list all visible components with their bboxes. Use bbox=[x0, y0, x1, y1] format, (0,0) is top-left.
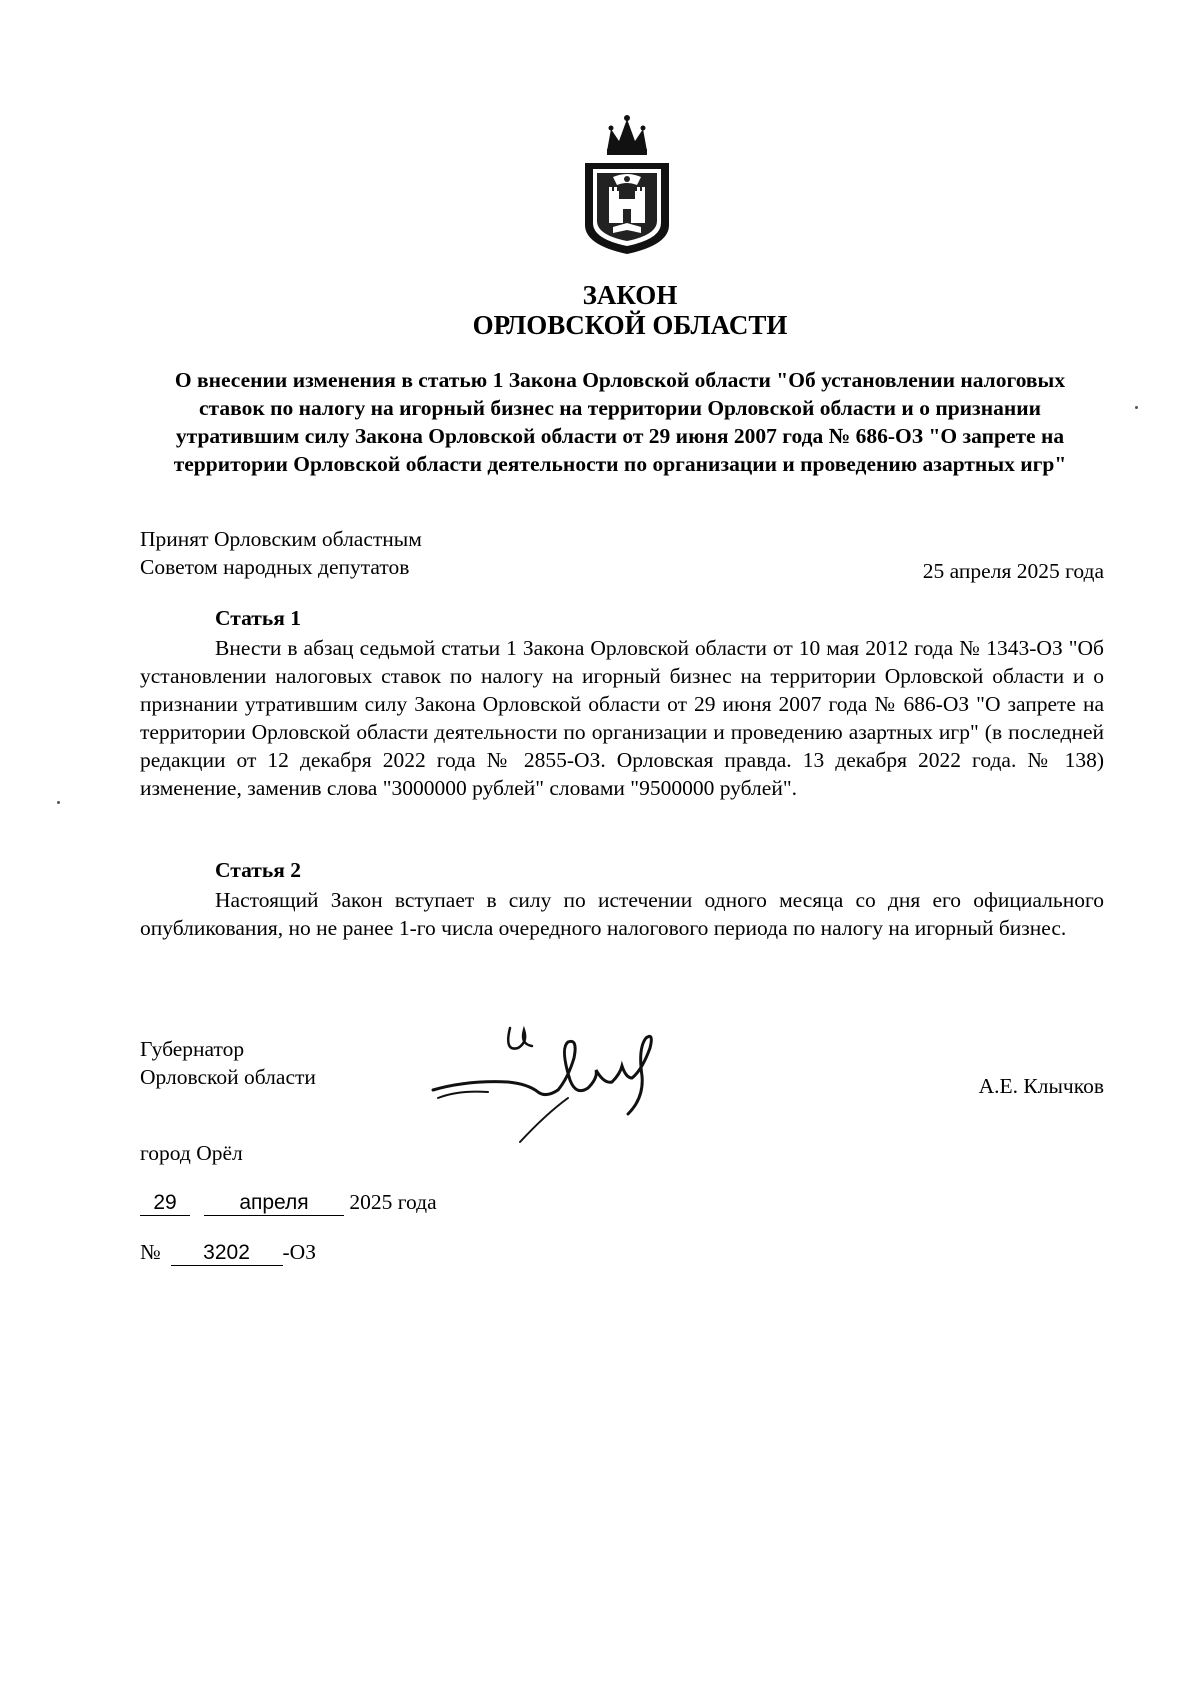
law-number-suffix: -ОЗ bbox=[282, 1240, 316, 1264]
law-number-value: 3202 bbox=[171, 1241, 283, 1266]
signing-month: апреля bbox=[204, 1191, 344, 1216]
signing-day: 29 bbox=[140, 1191, 190, 1216]
signing-year: 2025 года bbox=[349, 1190, 437, 1214]
signature-icon bbox=[428, 1018, 678, 1148]
law-number bbox=[140, 1240, 316, 1266]
signer-position-line-1: Губернатор bbox=[140, 1037, 245, 1061]
signer-name: А.Е. Клычков bbox=[978, 1074, 1104, 1098]
article-2-heading: Статья 2 bbox=[215, 858, 301, 882]
signing-date bbox=[140, 1190, 437, 1216]
scan-speck bbox=[57, 801, 60, 804]
scan-speck bbox=[1135, 406, 1138, 409]
coat-of-arms-icon bbox=[577, 113, 677, 256]
law-title: О внесении изменения в статью 1 Закона Орловской области "Об установлении налоговых ставок по налогу на игорный бизнес на территории Орловской области и о признании утратившим силу Закона Орловской области от 29 июня 2007 года № 686-ОЗ "О запрете на территории Орловской области деятельности по организации и проведению азартных игр" bbox=[173, 368, 1067, 476]
adoption-date: 25 апреля 2025 года bbox=[922, 559, 1104, 583]
city: город Орёл bbox=[140, 1141, 243, 1165]
article-2-text: Настоящий Закон вступает в силу по истечении одного месяца со дня его официального опубликования, но не ранее 1-го числа очередного налогового периода по налогу на игорный бизнес. bbox=[140, 888, 1104, 940]
adoption-line-2: Советом народных депутатов bbox=[140, 555, 410, 579]
adoption-line-1: Принят Орловским областным bbox=[140, 527, 422, 551]
document-type: ЗАКОН bbox=[582, 280, 678, 310]
article-1-text: Внести в абзац седьмой статьи 1 Закона Орловской области от 10 мая 2012 года № 1343-ОЗ "Об установлении налоговых ставок по налогу на игорный бизнес на территории Орловской области и о признании утратившим силу Закона Орловской области от 29 июня 2007 года № 686-ОЗ "О запрете на территории Орловской области деятельности по организации и проведению азартных игр" (в последней редакции от 12 декабря 2022 года № 2855-ОЗ. Орловская правда. 13 декабря 2022 года. № 138) изменение, заменив слова "3000000 рублей" словами "9500000 рублей". bbox=[140, 636, 1104, 800]
signer-position-line-2: Орловской области bbox=[140, 1065, 316, 1089]
issuer: ОРЛОВСКОЙ ОБЛАСТИ bbox=[472, 310, 788, 340]
article-1-heading: Статья 1 bbox=[215, 606, 301, 630]
number-sign: № bbox=[140, 1240, 161, 1264]
